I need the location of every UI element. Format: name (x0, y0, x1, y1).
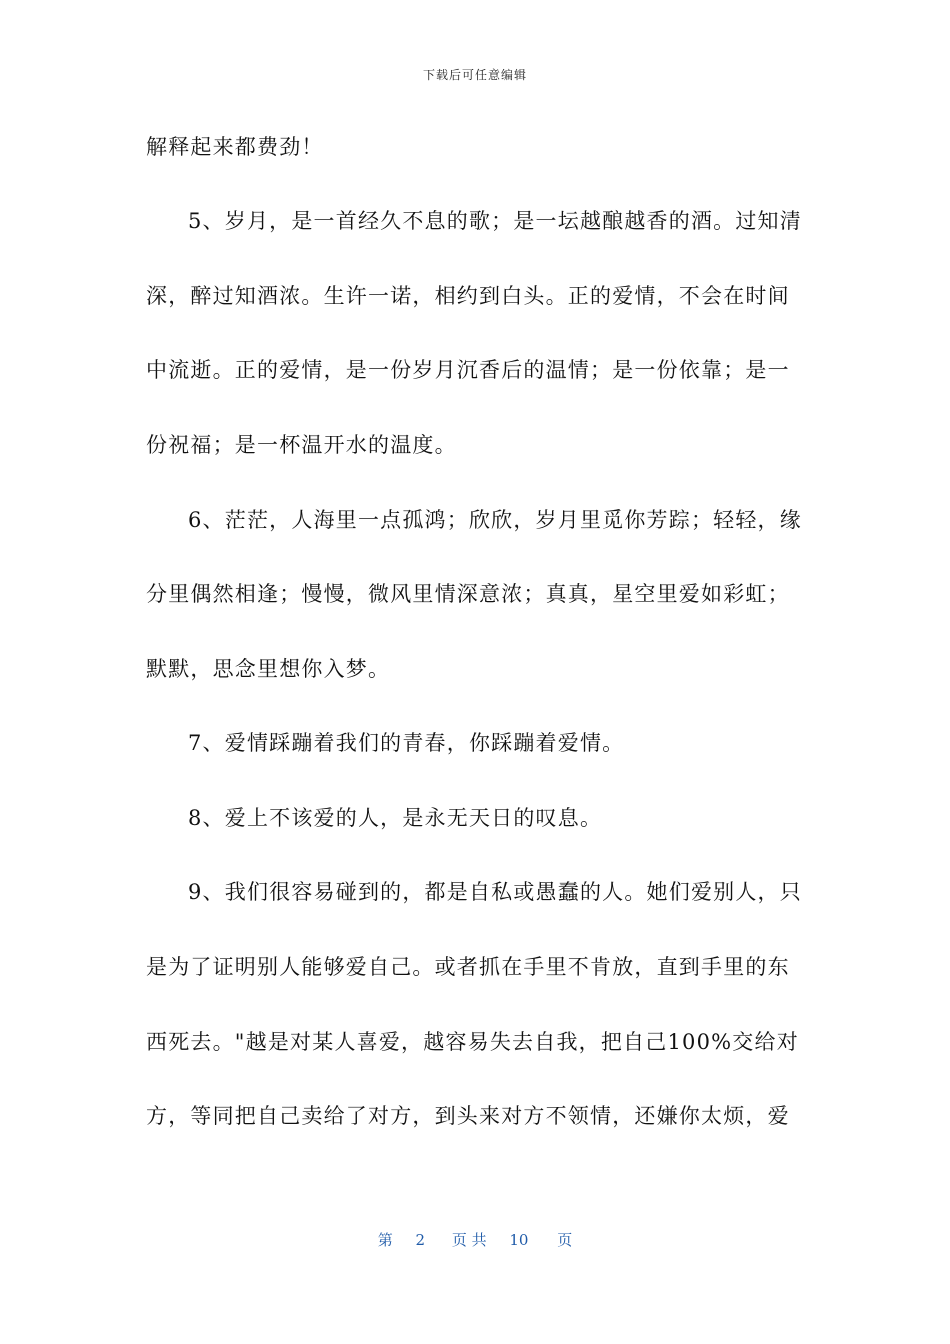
text-line: 5、岁月，是一首经久不息的歌；是一坛越酿越香的酒。过知清 (188, 209, 802, 233)
footer-suffix: 页 (557, 1231, 573, 1249)
text-line: 份祝福；是一杯温开水的温度。 (146, 433, 457, 457)
text-line: 9、我们很容易碰到的，都是自私或愚蠢的人。她们爱别人，只 (188, 880, 802, 904)
footer-current-page: 2 (415, 1231, 426, 1249)
text-line: 分里偶然相逢；慢慢，微风里情深意浓；真真，星空里爱如彩虹； (146, 582, 790, 606)
text-line: 方，等同把自己卖给了对方，到头来对方不领情，还嫌你太烦，爱 (146, 1104, 790, 1128)
text-line: 解释起来都费劲！ (146, 135, 324, 159)
header-note: 下载后可任意编辑 (422, 68, 527, 82)
text-line: 中流逝。正的爱情，是一份岁月沉香后的温情；是一份依靠；是一 (146, 358, 790, 382)
text-line: 8、爱上不该爱的人，是永无天日的叹息。 (188, 806, 603, 830)
footer-mid: 页 共 (451, 1231, 487, 1249)
text-line: 6、茫茫，人海里一点孤鸿；欣欣，岁月里觅你芳踪；轻轻，缘 (188, 508, 802, 532)
text-line: 深，醉过知酒浓。生许一诺，相约到白头。正的爱情，不会在时间 (146, 284, 790, 308)
footer-prefix: 第 (377, 1231, 393, 1249)
page-footer (0, 1229, 950, 1250)
text-line: 默默，思念里想你入梦。 (146, 657, 391, 681)
text-line: 7、爱情踩蹦着我们的青春，你踩蹦着爱情。 (188, 731, 625, 755)
footer-total-pages: 10 (509, 1231, 529, 1249)
text-line: 西死去。"越是对某人喜爱，越容易失去自我，把自己100%交给对 (146, 1030, 799, 1054)
text-line: 是为了证明别人能够爱自己。或者抓在手里不肯放，直到手里的东 (146, 955, 790, 979)
